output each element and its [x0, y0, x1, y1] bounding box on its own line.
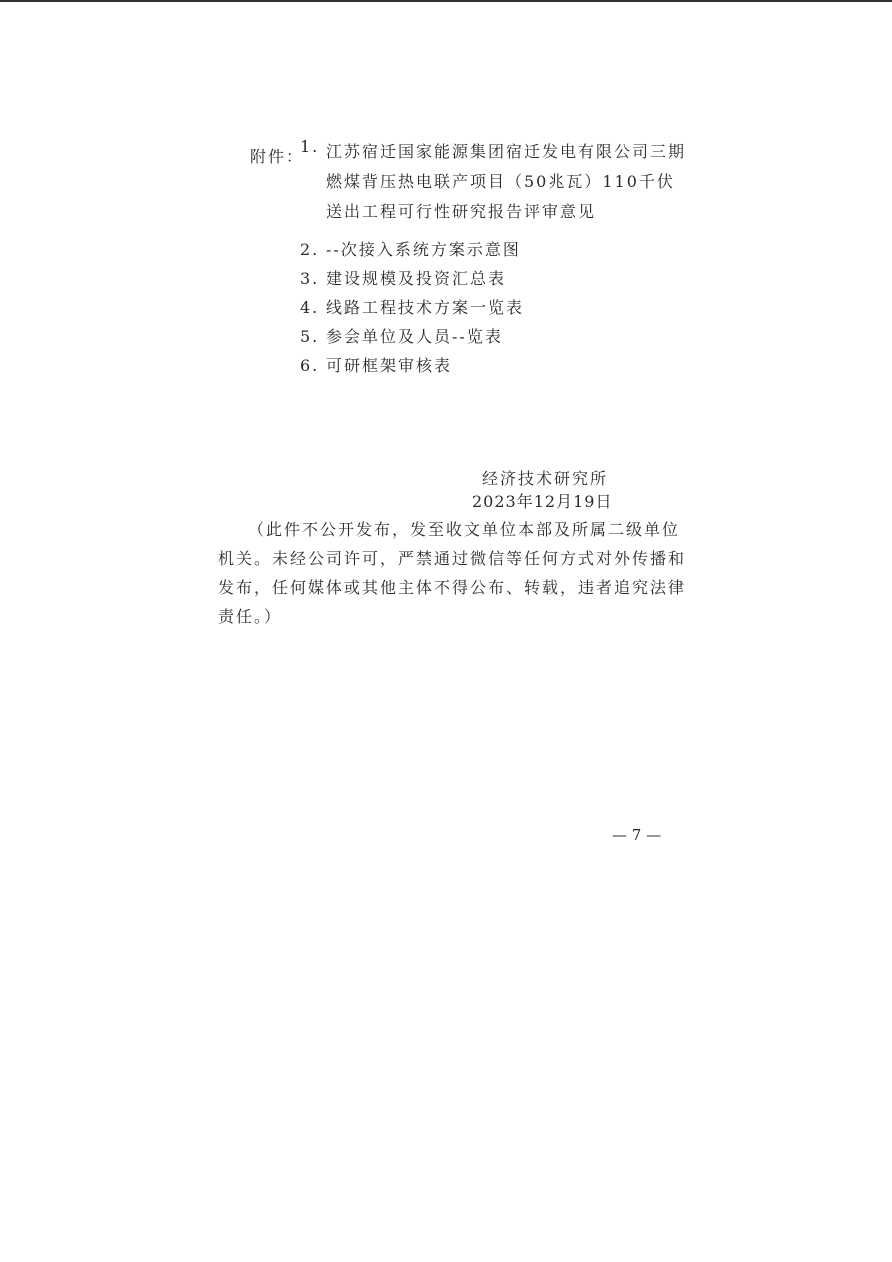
attachment-text: 建设规模及投资汇总表 — [326, 269, 507, 288]
attachment-text: 参会单位及人员--览表 — [326, 327, 503, 346]
attachment-item-5 — [300, 324, 503, 347]
attachment-text: --次接入系统方案示意图 — [326, 240, 521, 259]
attachments-label: 附件： — [250, 147, 305, 166]
attachment-item-6 — [300, 353, 452, 376]
attachment-item-2 — [300, 237, 521, 260]
attachment-text: 江苏宿迁国家能源集团宿迁发电有限公司三期燃煤背压热电联产项目（50兆瓦）110千伏送出工程可行性研究报告评审意见 — [326, 142, 687, 221]
attachment-item-3 — [300, 266, 506, 289]
page-number: — 7 — — [612, 826, 662, 844]
distribution-notice: （此件不公开发布，发至收文单位本部及所属二级单位机关。未经公司许可，严禁通过微信等任何方式对外传播和发布，任何媒体或其他主体不得公布、转载，违者追究法律责任。） — [218, 520, 687, 626]
attachment-text: 可研框架审核表 — [326, 356, 453, 375]
attachment-number: 1. — [300, 137, 320, 156]
attachment-item-4 — [300, 295, 524, 318]
page-top-border — [0, 0, 892, 2]
attachment-item-1 — [300, 137, 691, 227]
issuer-name: 经济技术研究所 — [482, 469, 609, 488]
attachment-number: 5. — [300, 327, 320, 346]
attachment-text: 线路工程技术方案一览表 — [326, 298, 525, 317]
attachment-number: 6. — [300, 356, 320, 375]
attachment-number: 3. — [300, 269, 320, 288]
issue-date: 2023年12月19日 — [472, 492, 613, 511]
attachment-number: 4. — [300, 298, 320, 317]
attachment-number: 2. — [300, 240, 320, 259]
